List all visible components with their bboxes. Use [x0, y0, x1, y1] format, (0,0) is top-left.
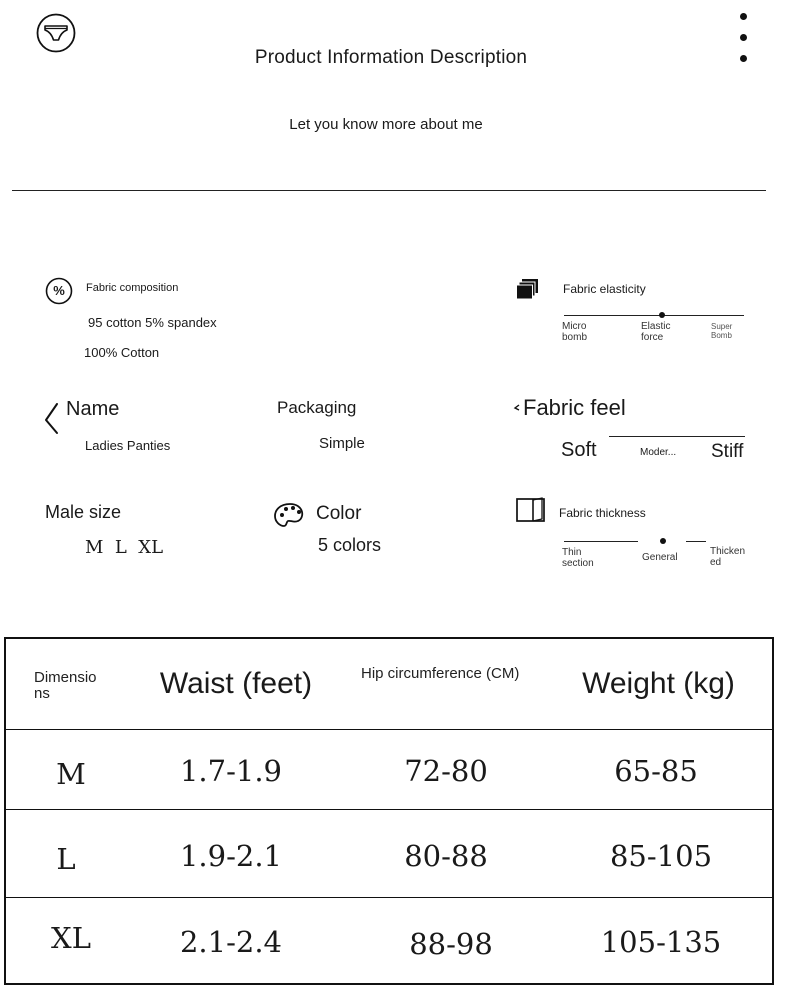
table-cell-size: XL — [51, 921, 91, 955]
composition-value-2: 100% Cotton — [84, 345, 160, 360]
more-menu-icon[interactable] — [737, 10, 751, 66]
feel-label: Fabric feel — [523, 395, 626, 420]
elasticity-tick-low: Micro bomb — [562, 321, 588, 343]
page-subtitle: Let you know more about me — [289, 116, 483, 133]
header-divider — [12, 190, 766, 191]
palette-icon — [273, 502, 307, 528]
elasticity-scale-line — [564, 315, 744, 316]
table-divider — [6, 809, 772, 810]
size-label: Male size — [45, 502, 122, 522]
size-value: M L XL — [85, 537, 164, 558]
table-cell-waist: 1.7-1.9 — [179, 754, 283, 788]
name-value: Ladies Panties — [85, 438, 171, 453]
page-title: Product Information Description — [254, 47, 528, 68]
thickness-scale-line-left — [564, 541, 638, 542]
table-header-weight: Weight (kg) — [582, 667, 735, 700]
table-header-hip: Hip circumference (CM) — [361, 665, 520, 682]
feel-mark-icon — [513, 399, 521, 407]
composition-value-1: 95 cotton 5% spandex — [88, 315, 217, 330]
color-value: 5 colors — [318, 535, 382, 555]
feel-tick-mid: Moder... — [640, 447, 677, 458]
feel-tick-high: Stiff — [711, 441, 744, 462]
table-divider — [6, 729, 772, 730]
size-table — [4, 637, 774, 985]
composition-label: Fabric composition — [86, 282, 179, 294]
tag-icon — [43, 402, 65, 436]
thickness-marker — [660, 538, 666, 544]
table-cell-size: M — [56, 757, 86, 791]
table-header-dimensions: Dimensio ns — [34, 669, 97, 702]
elasticity-tick-high: Super Bomb — [711, 322, 733, 340]
packaging-value: Simple — [319, 435, 365, 452]
table-cell-hip: 88-98 — [409, 927, 493, 961]
feel-scale-line — [609, 436, 745, 437]
color-label: Color — [316, 503, 362, 524]
table-cell-weight: 65-85 — [614, 754, 698, 788]
thickness-scale-line-right — [686, 541, 706, 542]
table-cell-weight: 85-105 — [609, 839, 713, 873]
table-cell-weight: 105-135 — [600, 925, 722, 959]
underwear-logo-icon — [36, 13, 76, 53]
table-divider — [6, 897, 772, 898]
percent-icon — [45, 277, 73, 305]
thickness-tick-mid: General — [642, 552, 678, 563]
elasticity-tick-mid: Elastic force — [641, 321, 671, 343]
book-icon — [516, 497, 546, 523]
table-cell-size: L — [56, 842, 76, 876]
percent-symbol: % — [53, 283, 65, 298]
table-cell-waist: 2.1-2.4 — [179, 925, 283, 959]
name-label: Name — [66, 398, 120, 420]
table-cell-hip: 72-80 — [404, 754, 488, 788]
feel-tick-low: Soft — [561, 439, 597, 461]
fabric-swatch-icon — [516, 278, 540, 302]
elasticity-label: Fabric elasticity — [563, 282, 646, 296]
thickness-tick-low: Thin section — [562, 547, 594, 569]
thickness-tick-high: Thicken ed — [710, 546, 746, 568]
elasticity-marker — [659, 312, 665, 318]
packaging-label: Packaging — [277, 398, 357, 417]
table-header-waist: Waist (feet) — [159, 667, 313, 700]
table-cell-waist: 1.9-2.1 — [179, 839, 283, 873]
table-cell-hip: 80-88 — [404, 839, 488, 873]
thickness-label: Fabric thickness — [559, 506, 646, 520]
